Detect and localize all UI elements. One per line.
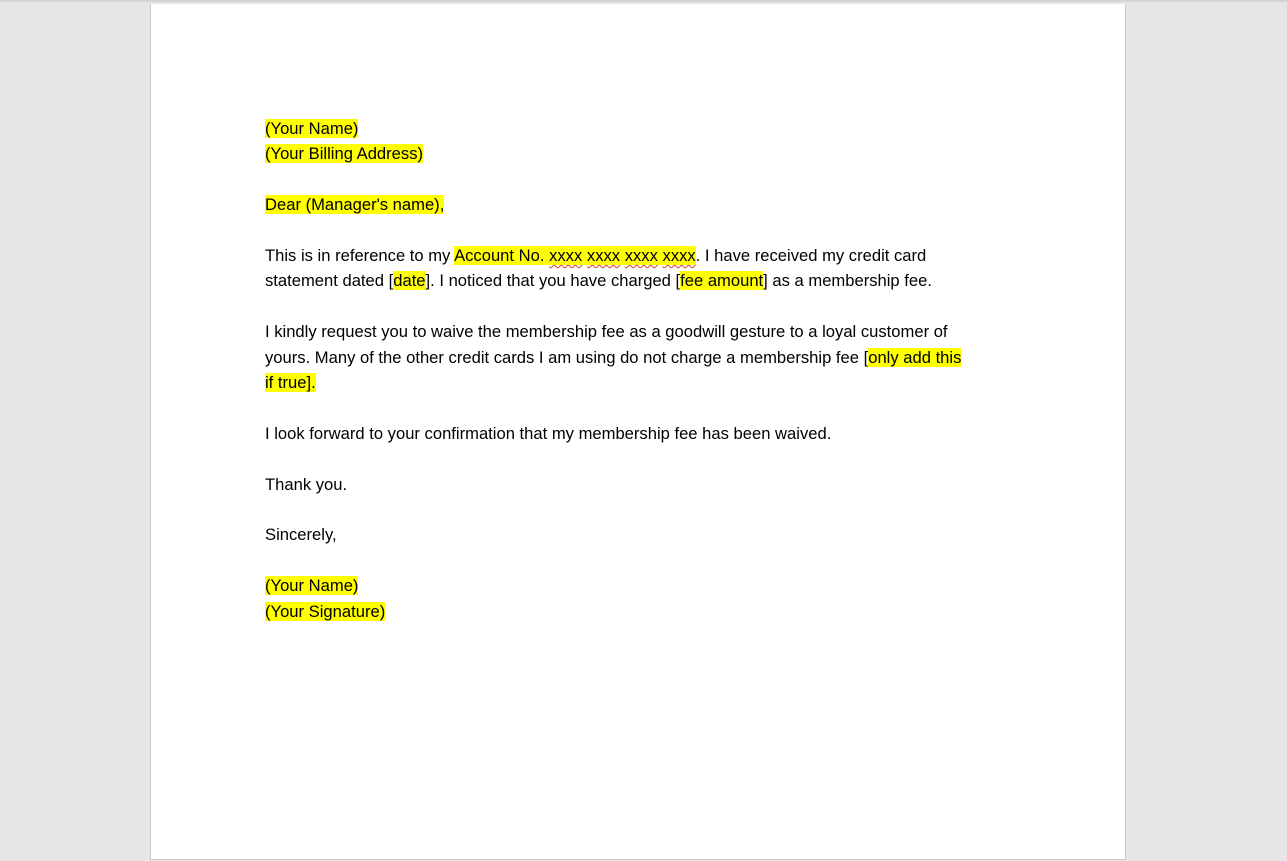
- signature-block: [265, 573, 1025, 624]
- account-group-3: xxxx: [624, 246, 658, 265]
- request-paragraph: [265, 319, 1025, 395]
- confirmation-paragraph: [265, 421, 1025, 446]
- fee-amount-placeholder[interactable]: fee amount: [680, 271, 764, 291]
- date-placeholder[interactable]: date: [393, 271, 426, 291]
- sender-block: [265, 116, 1025, 167]
- billing-address-placeholder[interactable]: (Your Billing Address): [265, 144, 424, 164]
- optional-note-placeholder-a[interactable]: only add this: [868, 347, 962, 367]
- confirmation-text: I look forward to your confirmation that my membership fee has been waived.: [265, 423, 832, 443]
- account-group-2: xxxx: [586, 246, 621, 265]
- reference-text-3: statement dated [: [265, 271, 394, 291]
- reference-text-5: ] as a membership fee.: [763, 271, 932, 291]
- signature-placeholder[interactable]: (Your Signature): [265, 601, 386, 621]
- account-label: Account No.: [454, 246, 550, 265]
- thanks-text: Thank you.: [265, 474, 348, 494]
- sender-name-placeholder[interactable]: (Your Name): [265, 119, 359, 138]
- sign-name-placeholder[interactable]: (Your Name): [265, 576, 359, 596]
- account-group-1: xxxx: [549, 246, 583, 265]
- account-number-placeholder[interactable]: [454, 246, 696, 265]
- thanks-paragraph: [265, 472, 1025, 497]
- optional-note-placeholder-b[interactable]: if true].: [265, 373, 316, 393]
- reference-paragraph: [265, 243, 1025, 294]
- reference-text-2: . I have received my credit card: [695, 246, 927, 265]
- closing-paragraph: [265, 522, 1025, 547]
- request-line-2: yours. Many of the other credit cards I am using do not charge a membership fee [: [265, 347, 869, 367]
- letter-body[interactable]: [265, 116, 1025, 649]
- salutation-placeholder[interactable]: Dear (Manager's name),: [265, 195, 445, 215]
- reference-text-4: ]. I noticed that you have charged [: [425, 271, 681, 291]
- reference-text-1: This is in reference to my: [265, 246, 455, 265]
- account-group-4: xxxx: [662, 246, 696, 265]
- request-line-1: I kindly request you to waive the membership fee as a goodwill gesture to a loyal customer of: [265, 322, 948, 342]
- closing-text: Sincerely,: [265, 525, 337, 545]
- salutation-paragraph: [265, 192, 1025, 217]
- document-page[interactable]: [150, 4, 1126, 860]
